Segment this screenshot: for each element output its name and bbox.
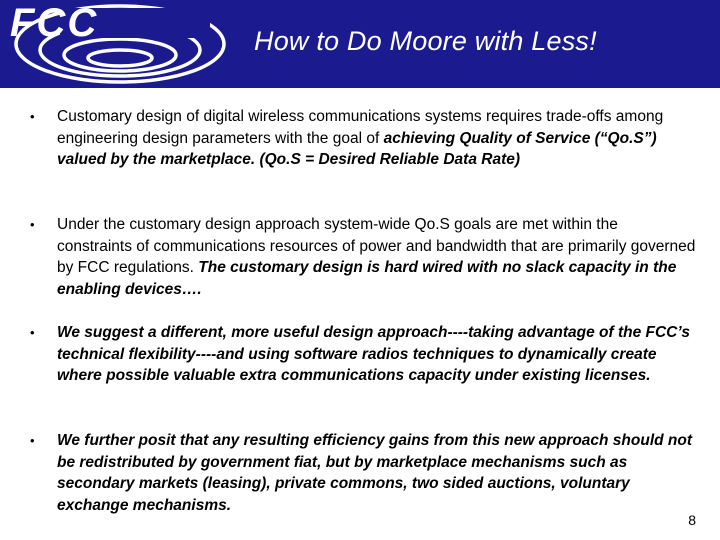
bullet-plain-text: Under the customary design approach system-wide Qo.S goals are met within the constraints of communications resources of power and bandwidth that are primarily governed by FCC regulations.	[57, 216, 696, 277]
slide-header	[0, 0, 720, 88]
bullet-plain-text: Customary design of digital wireless communications systems requires trade-offs among engineering design parameters with the goal of	[57, 108, 664, 147]
slide-title: How to Do Moore with Less!	[254, 26, 597, 56]
fcc-logo	[0, 0, 230, 88]
bullet-emphasis-text: We suggest a different, more useful design approach----taking advantage of the FCC’s technical flexibility----and using software radios techniques to dynamically create where possible valuable extra communications capacity under existing licenses.	[57, 324, 691, 385]
bullet-marker: •	[30, 433, 35, 448]
page-number: 8	[688, 512, 696, 528]
bullet-text	[57, 106, 697, 171]
bullet-marker: •	[30, 325, 35, 340]
bullet-text	[57, 322, 697, 387]
bullet-emphasis-text: achieving Quality of Service (“Qo.S”) valued by the marketplace. (Qo.S = Desired Reliable Data Rate)	[57, 129, 657, 169]
bullet-emphasis-text: We further posit that any resulting efficiency gains from this new approach should not be redistributed by government fiat, but by marketplace mechanisms such as secondary markets (leasing), private commons, two sided auctions, voluntary exchange mechanisms.	[57, 432, 693, 514]
bullet-emphasis-text: The customary design is hard wired with no slack capacity in the enabling devices….	[57, 259, 677, 298]
bullet-marker: •	[30, 217, 35, 232]
fcc-logo-text: FCC	[10, 1, 99, 45]
bullet-text	[57, 214, 697, 300]
bullet-marker: •	[30, 109, 35, 124]
bullet-text	[57, 430, 697, 516]
